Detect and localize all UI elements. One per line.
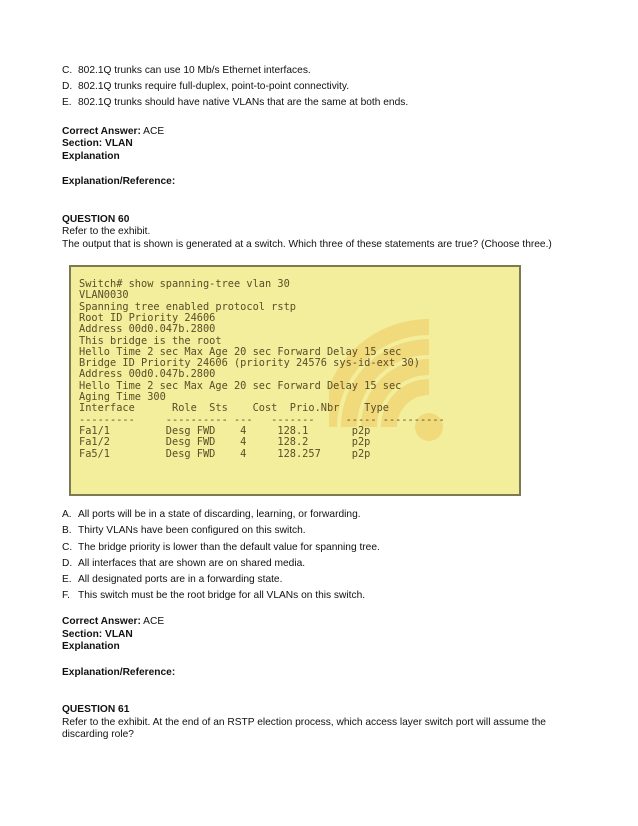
cli-line: Switch# show spanning-tree vlan 30 (79, 278, 290, 291)
correct-answer: Correct Answer: ACE (62, 125, 165, 137)
answer-option-e: E. All designated ports are in a forwarding state. (62, 573, 283, 585)
answer-option-a: A. All ports will be in a state of discarding, learning, or forwarding. (62, 509, 361, 521)
question-text-line1: Refer to the exhibit. At the end of an RSTP election process, which access layer switch port will assume the (62, 716, 546, 728)
cli-line: Fa1/1 Desg FWD 4 128.1 p2p (79, 424, 371, 437)
answer-option-c: C. The bridge priority is lower than the default value for spanning tree. (62, 541, 380, 553)
cli-line: This bridge is the root (79, 334, 222, 347)
cli-line: Address 00d0.047b.2800 (79, 368, 216, 381)
section-label: Section: VLAN (62, 138, 133, 150)
cli-line: Hello Time 2 sec Max Age 20 sec Forward Delay 15 sec (79, 379, 402, 392)
cli-line: Address 00d0.047b.2800 (79, 323, 216, 336)
document-page (62, 63, 582, 742)
question-text-line2: discarding role? (62, 729, 134, 741)
question-text-line2: The output that is shown is generated at a switch. Which three of these statements are true? (Choose three.) (62, 238, 552, 250)
question-text-line1: Refer to the exhibit. (62, 226, 151, 238)
prev-option-c: C. 802.1Q trunks can use 10 Mb/s Ethernet interfaces. (62, 65, 311, 76)
cli-line: Aging Time 300 (79, 391, 166, 404)
question-title: QUESTION 60 (62, 213, 130, 225)
prev-option-e: E. 802.1Q trunks should have native VLANs that are the same at both ends. (62, 97, 409, 109)
prev-option-d: D. 802.1Q trunks require full-duplex, point-to-point connectivity. (62, 81, 350, 93)
cli-line: Fa5/1 Desg FWD 4 128.257 p2p (79, 447, 371, 460)
cli-line: Root ID Priority 24606 (79, 312, 216, 324)
answer-option-f: F. This switch must be the root bridge for all VLANs on this switch. (62, 590, 366, 602)
answer-option-b: B. Thirty VLANs have been configured on this switch. (62, 525, 306, 537)
explanation-label: Explanation (62, 150, 120, 162)
cli-line: Interface Role Sts Cost Prio.Nbr Type (79, 402, 389, 415)
cli-line: Fa1/2 Desg FWD 4 128.2 p2p (79, 436, 371, 449)
explanation-label: Explanation (62, 641, 120, 653)
correct-answer: Correct Answer: ACE (62, 616, 165, 628)
answer-option-d: D. All interfaces that are shown are on shared media. (62, 557, 306, 569)
cli-line: Hello Time 2 sec Max Age 20 sec Forward Delay 15 sec (79, 345, 402, 358)
cli-output (79, 279, 445, 460)
question-title: QUESTION 61 (62, 704, 130, 716)
cli-line: Spanning tree enabled protocol rstp (79, 300, 296, 313)
exhibit-image (69, 265, 521, 496)
cli-line: Bridge ID Priority 24606 (priority 24576 sys-id-ext 30) (79, 357, 420, 370)
section-label: Section: VLAN (62, 628, 133, 640)
explanation-reference: Explanation/Reference: (62, 176, 176, 188)
cli-line: VLAN0030 (79, 289, 129, 302)
cli-line: --------- ---------- --- ------- ----- ---------- (79, 413, 445, 426)
explanation-reference: Explanation/Reference: (62, 666, 176, 678)
